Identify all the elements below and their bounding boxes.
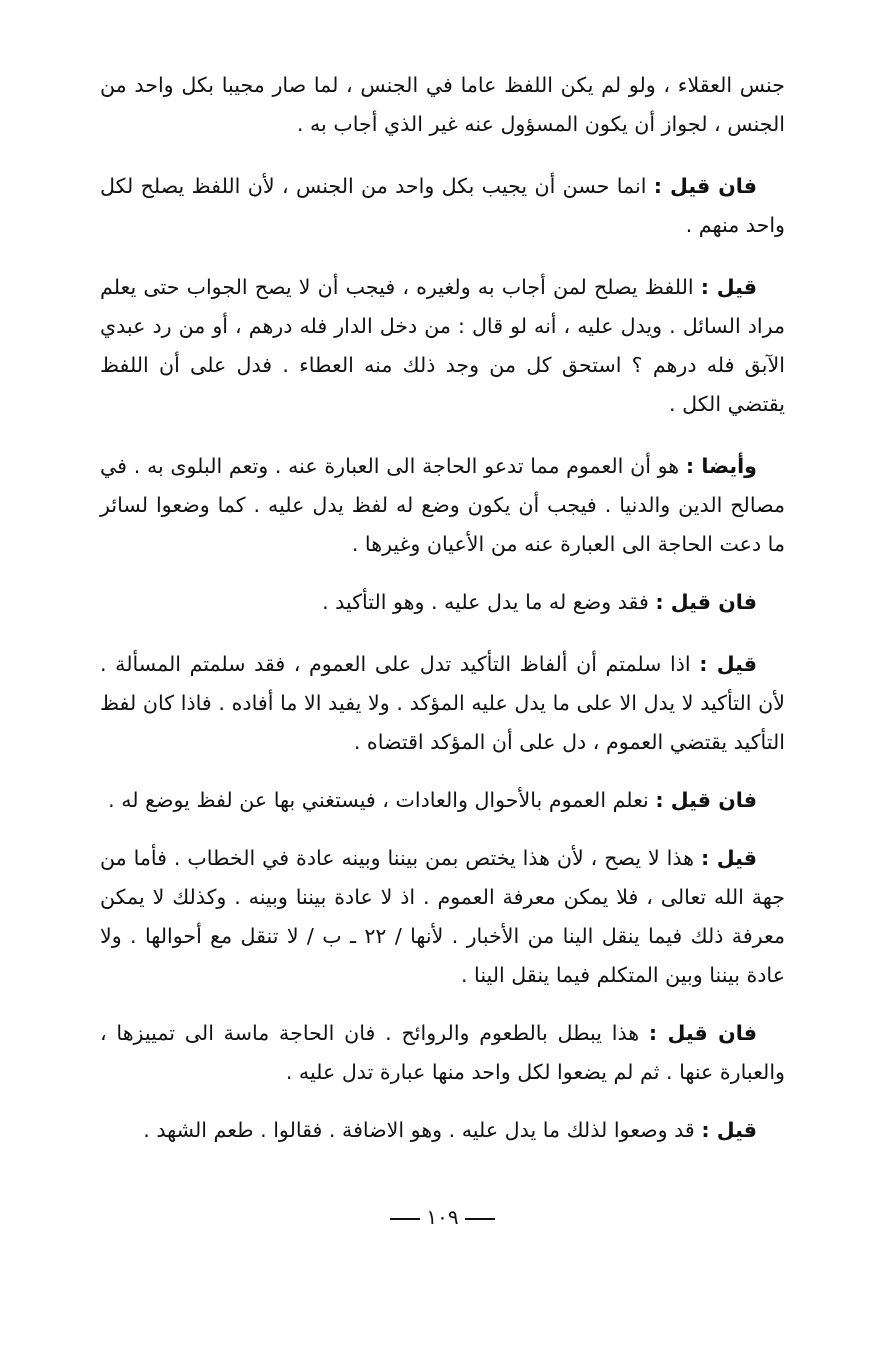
paragraph-text: انما حسن أن يجيب بكل واحد من الجنس ، لأن اللفظ يصلح لكل واحد منهم .	[100, 174, 785, 237]
paragraph-text: اذا سلمتم أن ألفاظ التأكيد تدل على العموم ، فقد سلمتم المسألة . لأن التأكيد لا يدل الا على ما يدل عليه المؤكد . ولا يفيد الا ما أفاده . فاذا كان لفظ التأكيد يقتضي العموم ، دل على أن المؤكد اقتضاه .	[100, 652, 785, 754]
paragraph-3	[100, 268, 785, 424]
paragraph-text: فقد وضع له ما يدل عليه . وهو التأكيد .	[322, 590, 656, 614]
paragraph-lead: قيل :	[700, 846, 757, 870]
paragraph-text: جنس العقلاء ، ولو لم يكن اللفظ عاما في الجنس ، لما صار مجيبا بكل واحد من الجنس ، لجواز أن يكون المسؤول عنه غير الذي أجاب به .	[100, 73, 785, 136]
paragraph-lead: قيل :	[699, 652, 757, 676]
paragraph-text: هذا يبطل بالطعوم والروائح . فان الحاجة ماسة الى تمييزها ، والعبارة عنها . ثم لم يضعوا لكل واحد منها عبارة تدل عليه .	[100, 1021, 785, 1084]
paragraph-text: نعلم العموم بالأحوال والعادات ، فيستغني بها عن لفظ يوضع له .	[108, 788, 656, 812]
folio-dash-left	[390, 1218, 420, 1220]
paragraph-9	[100, 1014, 785, 1092]
paragraph-lead: قيل :	[700, 275, 757, 299]
paragraph-5	[100, 583, 785, 622]
paragraph-lead: وأيضا :	[685, 454, 757, 478]
paragraph-lead: قيل :	[701, 1118, 757, 1142]
paragraph-lead: فان قيل :	[648, 1021, 757, 1045]
paragraph-10	[100, 1111, 785, 1150]
paragraph-text: هذا لا يصح ، لأن هذا يختص بمن بيننا وبينه عادة في الخطاب . فأما من جهة الله تعالى ، فلا يمكن معرفة العموم . اذ لا عادة بيننا وبينه . وكذلك لا يمكن معرفة ذلك فيما ينقل الينا من الأخبار . لأنها / ٢٢ ـ ب / لا تنقل مع أحوالها . ولا عادة بيننا وبين المتكلم فيما ينقل الينا .	[100, 846, 785, 987]
paragraph-7	[100, 781, 785, 820]
paragraph-1	[100, 66, 785, 144]
page-number-text: ١٠٩	[426, 1205, 459, 1229]
paragraph-lead: فان قيل :	[655, 788, 757, 812]
page-number	[0, 1205, 885, 1229]
folio-dash-right	[465, 1218, 495, 1220]
paragraph-lead: فان قيل :	[653, 174, 757, 198]
paragraph-2	[100, 167, 785, 245]
paragraph-lead: فان قيل :	[655, 590, 757, 614]
paragraph-6	[100, 645, 785, 762]
paragraph-text: هو أن العموم مما تدعو الحاجة الى العبارة عنه . وتعم البلوى به . في مصالح الدين والدنيا . فيجب أن يكون وضع له لفظ يدل عليه . كما وضعوا لسائر ما دعت الحاجة الى العبارة عنه من الأعيان وغيرها .	[100, 454, 785, 556]
paragraph-text: قد وصعوا لذلك ما يدل عليه . وهو الاضافة . فقالوا . طعم الشهد .	[143, 1118, 702, 1142]
paragraph-8	[100, 839, 785, 995]
paragraph-4	[100, 447, 785, 564]
paragraph-text: اللفظ يصلح لمن أجاب به ولغيره ، فيجب أن لا يصح الجواب حتى يعلم مراد السائل . ويدل عليه ، أنه لو قال : من دخل الدار فله درهم ، أو من رد عبدي الآبق فله درهم ؟ استحق كل من وجد ذلك منه العطاء . فدل على أن اللفظ يقتضي الكل .	[100, 275, 785, 416]
